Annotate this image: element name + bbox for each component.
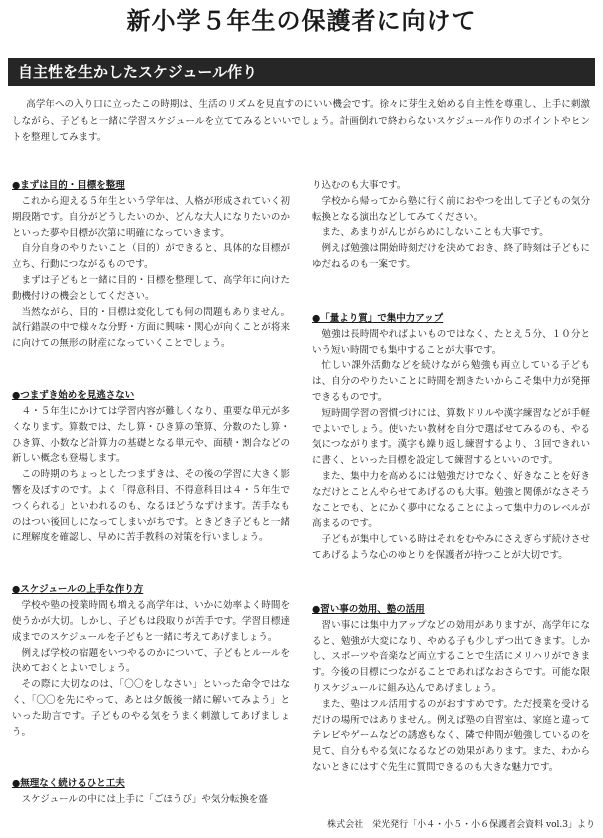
body-paragraph: 勉強は長時間やればよいものではなく、たとえ５分、１０分という短い時間でも集中することが大事です。 <box>312 328 590 356</box>
body-paragraph: 忙しい課外活動などを続けながら勉強も両立している子どもは、自分のやりたいことに時間を割きたいからこそ集中力が発揮できるものです。 <box>312 360 590 403</box>
page-title: 新小学５年生の保護者に向けて <box>126 7 477 35</box>
body-paragraph: ４・５年生にかけては学習内容が難しくなり、重要な単元が多くなります。算数では、たし算・ひき算の筆算、分数のたし算・ひき算、小数など計算力の基礎となる単元や、面積・割合などの新しい概念も登場します。 <box>12 405 290 465</box>
body-paragraph: り込むのも大事です。 <box>312 180 407 191</box>
body-paragraph: スケジュールの中には上手に「ごほうび」や気分転換を盛 <box>21 794 268 806</box>
body-paragraph: 学校や塾の授業時間も増える高学年は、いかに効率よく時間を使うかが大切。しかし、子どもは段取りが苦手です。学習目標達成までのスケジュールを子どもと一緒に考えてあげましょう。 <box>12 600 290 643</box>
section-heading: ●まずは目的・目標を整理 <box>12 180 125 191</box>
body-paragraph: その際に大切なのは、「〇〇をしなさい」といった命令ではなく、「〇〇を先にやって、あとは夕飯後一緒に解いてみよう」といった助言です。子どものやる気をうまく刺激してあげましょう。 <box>12 679 290 738</box>
body-paragraph: 例えば学校の宿題をいつやるのかについて、子どもとルールを決めておくとよいでしょう。 <box>12 647 290 675</box>
source-credit: 株式会社 栄光発行「小４・小５・小６保護者会資料 vol.3」より <box>327 820 595 830</box>
section-goals <box>12 178 290 352</box>
section-stumbling <box>12 388 290 546</box>
section-focus <box>312 311 590 564</box>
body-paragraph: 短時間学習の習慣づけには、算数ドリルや漢字練習などが手軽でよいでしょう。使いたい教材を自分で選ばせてみるのも、やる気につながります。漢字も繰り返し練習するより、３回できれいに書く、といった目標を設定して練習するといいのです。 <box>312 407 590 467</box>
body-paragraph: 子どもが集中している時はそれをむやみにさえぎらず続けさせてあげるような心のゆとりを保護者が持つことが大切です。 <box>312 534 590 561</box>
section-lessons-cram <box>312 602 590 776</box>
section-heading: ●スケジュールの上手な作り方 <box>12 584 144 596</box>
section-schedule-making <box>12 582 290 740</box>
section-heading: ●無理なく続けるひと工夫 <box>12 778 125 790</box>
body-paragraph: これから迎える５年生という学年は、人格が形成されていく初期段階です。自分がどうしたいのか、どんな大人になりたいのかといった夢や目標が次第に明確になっていきます。 <box>12 196 290 239</box>
right-column <box>312 178 590 810</box>
body-paragraph: 当然ながら、目的・目標は変化しても何の問題もありません。試行錯誤の中で様々な分野・方面に興味・関心が向くことが将来に向けての無形の財産になっていくことでしょう。 <box>12 306 290 350</box>
body-paragraph: また、塾はフル活用するのがおすすめです。ただ授業を受けるだけの場所ではありません。例えば塾の自習室は、家庭と違ってテレビやゲームなどの誘惑もなく、隣で仲間が勉強しているのを見て、自分もやる気になるなどの効果があります。また、わからないときにはすぐ先生に質問できるのも大きな魅力です。 <box>312 698 590 773</box>
body-paragraph: まずは子どもと一緒に目的・目標を整理して、高学年に向けた動機付けの機会としてください。 <box>12 274 290 302</box>
body-paragraph: また、あまりがんじがらめにしないことも大事です。 <box>321 227 549 239</box>
section-heading: ●「量より質」で集中力アップ <box>312 312 444 324</box>
left-column <box>12 178 290 810</box>
intro-paragraph: 高学年への入り口に立ったこの時期は、生活のリズムを見直すのにいい機会です。徐々に芽生え始める自主性を尊重し、上手に刺激しながら、子どもと一緒に学習スケジュールを立ててみるといいでしょう。計画倒れで終わらないスケジュール作りのポイントやヒントを整理してみます。 <box>12 99 590 143</box>
body-paragraph: 自分自身のやりたいこと（目的）ができると、具体的な目標が立ち、行動につながるものです。 <box>12 243 290 271</box>
body-paragraph: この時期のちょっとしたつまずきは、その後の学習に大きく影響を及ぼすのです。よく「得意科目、不得意科目は４・５年生でつくられる」といわれるのも、なるほどうなずけます。苦手なものはつい後回しになってしまいがちです。ときどき子どもと一緒に理解度を確認し、早めに苦手教科の対策を行いましょう。 <box>12 469 290 544</box>
section-heading: ●つまずき始めを見逃さない <box>12 389 135 401</box>
section-keep-going <box>12 776 290 808</box>
section-banner: 自主性を生かしたスケジュール作り <box>8 58 595 86</box>
body-paragraph: 習い事には集中力アップなどの効用がありますが、高学年になると、勉強が大変になり、やめる子も少しずつ出てきます。しかし、スポーツや音楽など両立することで生活にメリハリができます。今後の目標につながることであればなおさらです。可能な限りスケジュールに組み込んであげましょう。 <box>312 619 590 694</box>
section-keep-going-continued <box>312 178 590 273</box>
body-paragraph: 例えば勉強は開始時刻だけを決めておき、終了時刻は子どもにゆだねるのも一案です。 <box>312 243 590 270</box>
section-heading: ●習い事の効用、塾の活用 <box>312 603 425 615</box>
body-paragraph: また、集中力を高めるには勉強だけでなく、好きなことを好きなだけとことんやらせてあげるのも大事。勉強と関係がなさそうなことでも、とにかく夢中になることによって集中力のレベルが高まるのです。 <box>312 470 590 530</box>
body-paragraph: 学校から帰ってから塾に行く前におやつを出して子どもの気分転換となる演出などしてみてください。 <box>312 195 590 223</box>
